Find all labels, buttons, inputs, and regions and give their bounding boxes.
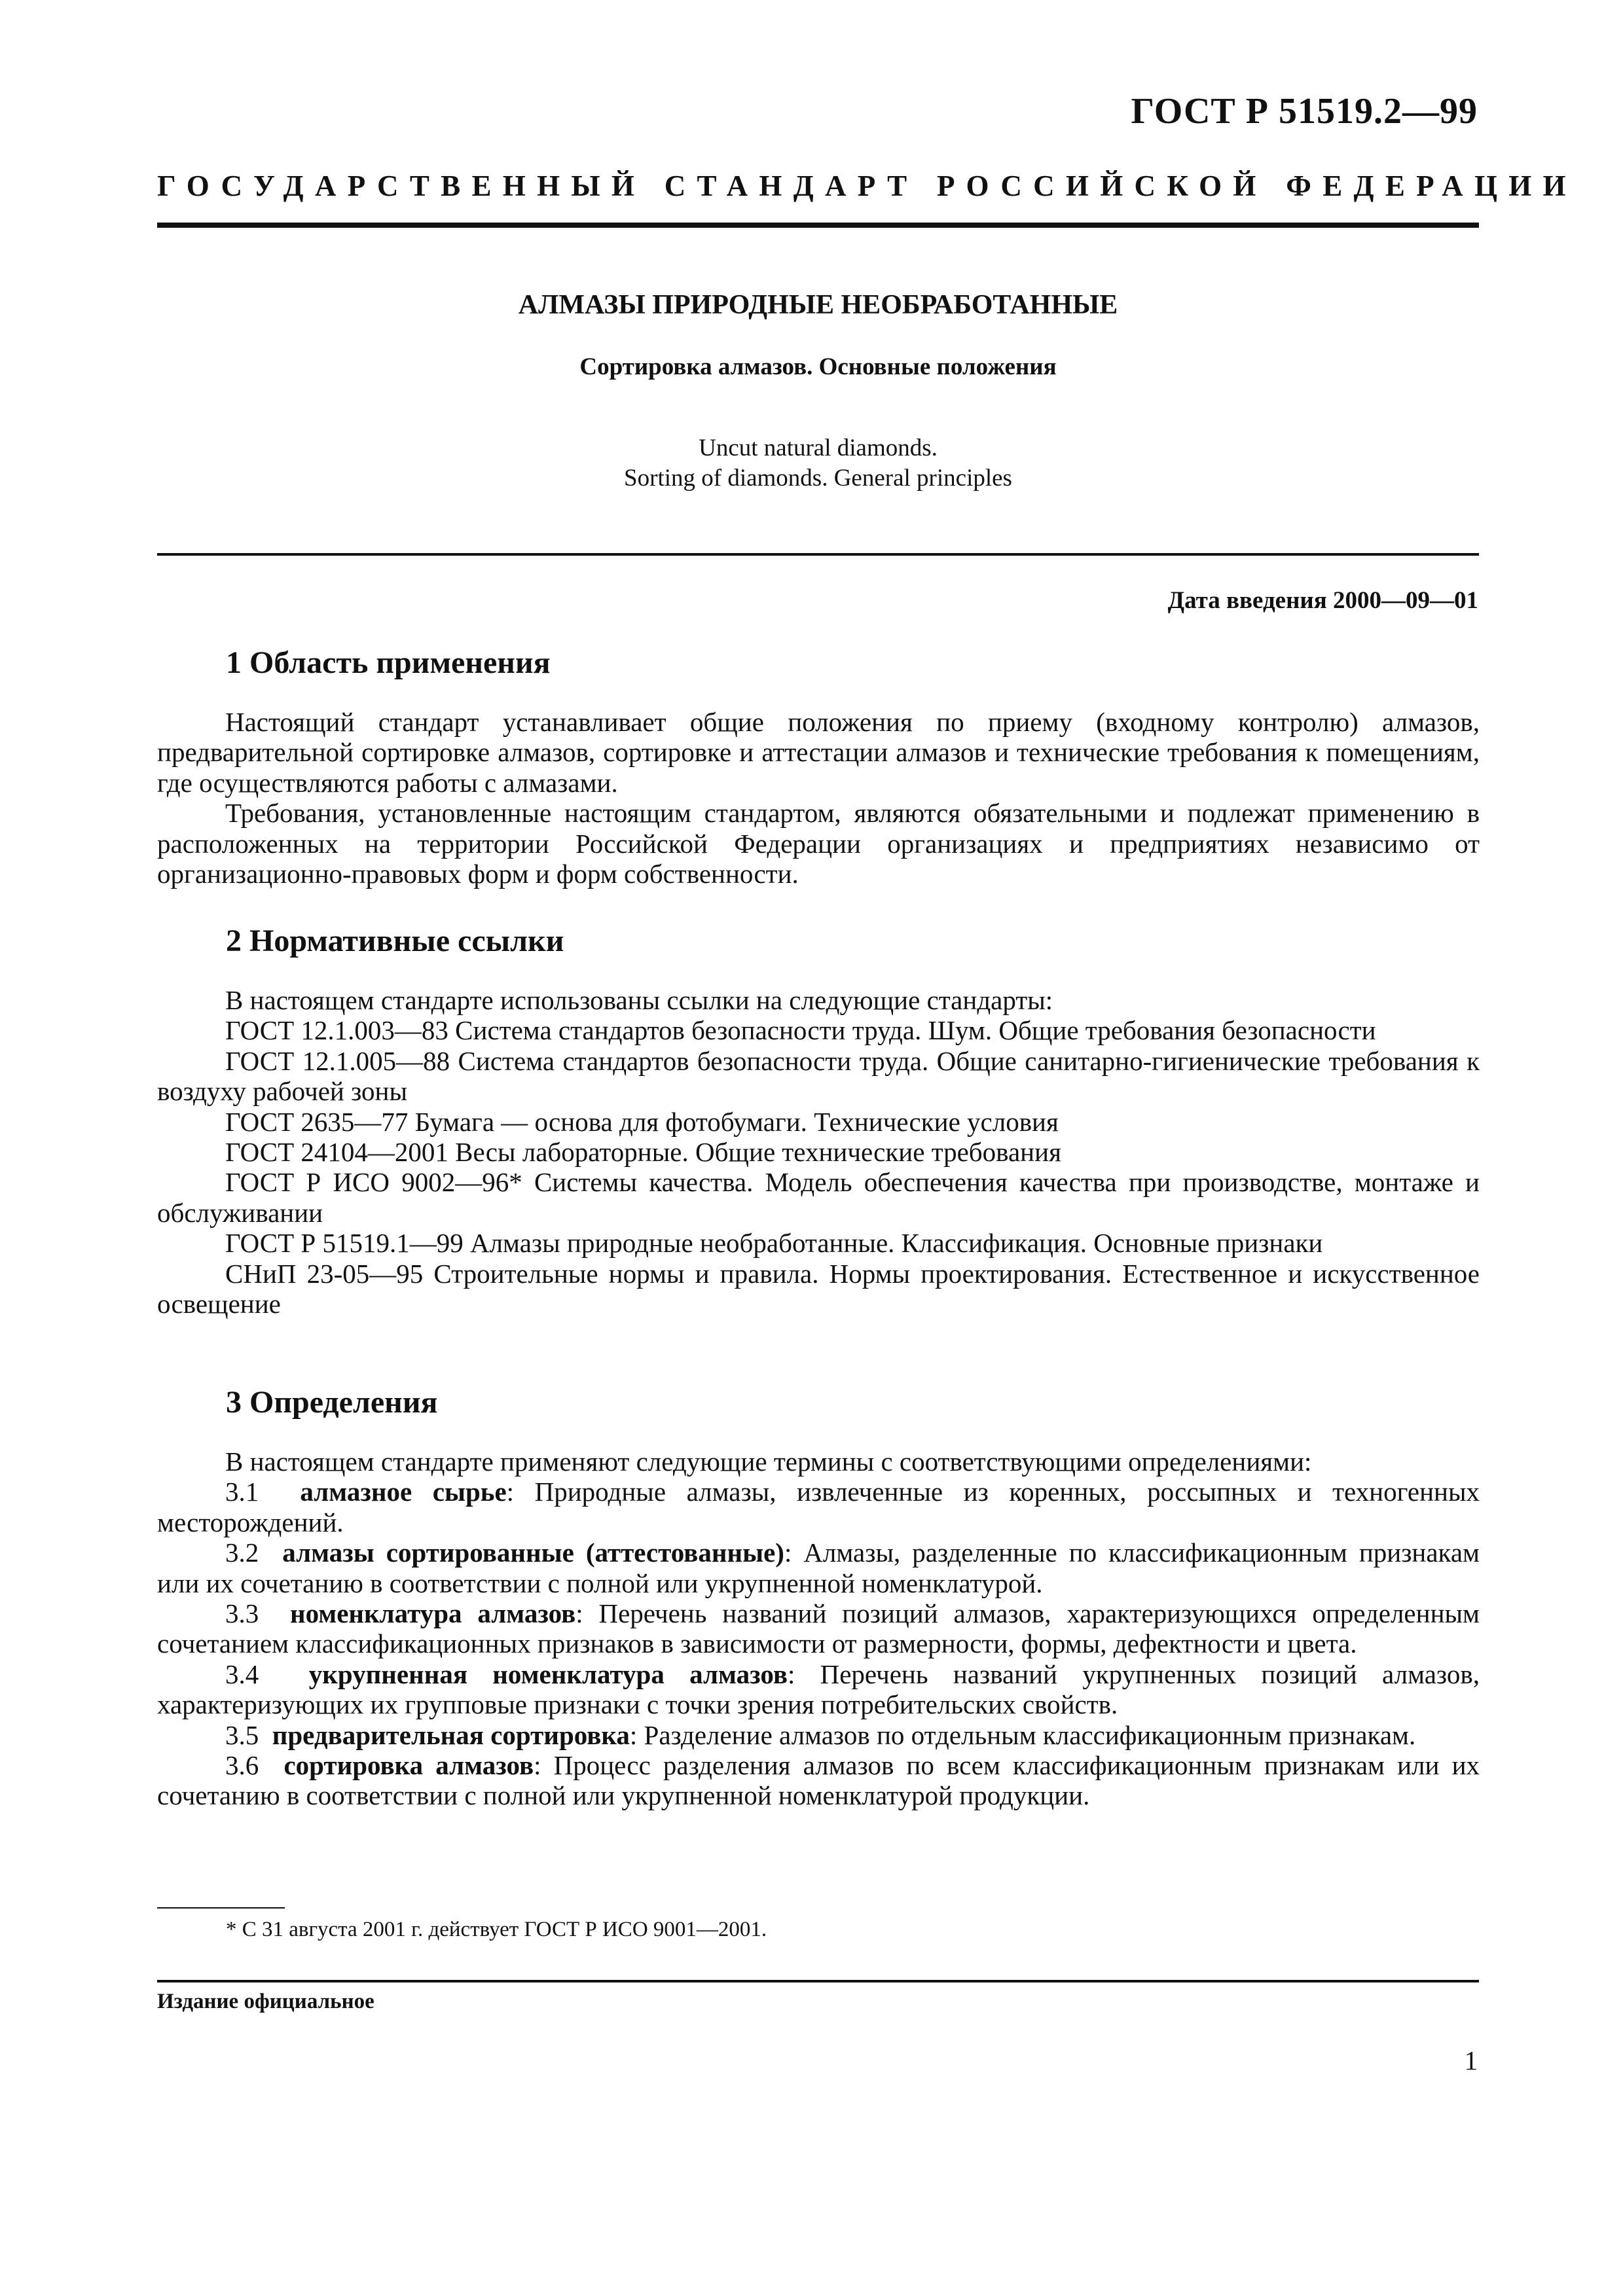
section-3-heading: 3 Определения <box>226 1385 438 1420</box>
definition-text: : Процесс разделения алмазов по всем классификационным признакам или их сочетанию в соответствии с полной или укрупненной номенклатурой продукции. <box>157 1750 1480 1811</box>
definition-text: : Перечень названий позиций алмазов, характеризующихся определенным сочетанием классификационных признаков в зависимости от размерности, формы, дефектности и цвета. <box>157 1598 1480 1659</box>
english-title-line-2: Sorting of diamonds. General principles <box>624 465 1012 492</box>
section-1-body <box>157 707 1480 889</box>
reference-item: СНиП 23-05—95 Строительные нормы и правила. Нормы проектирования. Естественное и искусственное освещение <box>157 1258 1480 1319</box>
definition-term: номенклатура алмазов <box>289 1598 576 1629</box>
reference-item: ГОСТ 2635—77 Бумага — основа для фотобумаги. Технические условия <box>225 1106 1059 1137</box>
footnote-rule <box>157 1907 285 1909</box>
definition-item <box>157 1477 1480 1537</box>
section-3-intro: В настоящем стандарте применяют следующие термины с соответствующими определениями: <box>225 1446 1312 1477</box>
definition-term: алмазы сортированные (аттестованные) <box>282 1537 784 1568</box>
definition-number: 3.1 <box>225 1477 259 1507</box>
definition-term: сортировка алмазов <box>283 1750 534 1781</box>
definition-number: 3.4 <box>225 1659 259 1689</box>
section-2-intro: В настоящем стандарте использованы ссылки на следующие стандарты: <box>225 985 1053 1015</box>
definition-text: : Алмазы, разделенные по классификационным признакам или их сочетанию в соответствии с полной или укрупненной номенклатурой. <box>157 1537 1480 1598</box>
footer-rule <box>157 1980 1479 1982</box>
edition-label: Издание официальное <box>157 1990 374 2013</box>
section-1-paragraph-2: Требования, установленные настоящим стандартом, являются обязательными и подлежат применению в расположенных на территории Российской Федерации организациях и предприятиях независимо от организационно-правовых форм и форм собственности. <box>157 798 1480 889</box>
page-number: 1 <box>1464 2045 1478 2075</box>
state-standard-banner: ГОСУДАРСТВЕННЫЙ СТАНДАРТ РОССИЙСКОЙ ФЕДЕРАЦИИ <box>157 170 1577 202</box>
document-title: АЛМАЗЫ ПРИРОДНЫЕ НЕОБРАБОТАННЫЕ <box>518 290 1118 320</box>
definition-number: 3.6 <box>225 1750 259 1781</box>
title-rule <box>157 553 1479 556</box>
english-title <box>157 433 1479 493</box>
section-3-body <box>157 1446 1480 1811</box>
reference-item: ГОСТ 24104—2001 Весы лабораторные. Общие технические требования <box>225 1137 1061 1168</box>
document-code: ГОСТ Р 51519.2—99 <box>1131 91 1478 132</box>
reference-item: ГОСТ 12.1.005—88 Система стандартов безопасности труда. Общие санитарно-гигиенические требования к воздуху рабочей зоны <box>157 1045 1480 1107</box>
section-1-heading: 1 Область применения <box>226 645 551 680</box>
definition-number: 3.2 <box>225 1537 259 1568</box>
definition-term: алмазное сырье <box>300 1477 507 1507</box>
definition-item <box>157 1598 1480 1659</box>
definition-item <box>157 1537 1480 1598</box>
header-rule <box>157 223 1479 228</box>
definition-text: : Природные алмазы, извлеченные из коренных, россыпных и техногенных месторождений. <box>157 1477 1480 1537</box>
definition-term: укрупненная номенклатура алмазов <box>308 1659 788 1689</box>
footnote: * С 31 августа 2001 г. действует ГОСТ Р ИСО 9001—2001. <box>226 1918 767 1941</box>
reference-item: ГОСТ 12.1.003—83 Система стандартов безопасности труда. Шум. Общие требования безопасности <box>225 1015 1376 1046</box>
definition-item <box>157 1720 1480 1750</box>
definition-term: предварительная сортировка <box>272 1719 630 1750</box>
definition-item <box>157 1659 1480 1720</box>
english-title-line-1: Uncut natural diamonds. <box>699 435 938 461</box>
definition-text: : Разделение алмазов по отдельным классификационным признакам. <box>629 1719 1416 1750</box>
definition-number: 3.5 <box>225 1719 259 1750</box>
document-subtitle: Сортировка алмазов. Основные положения <box>579 353 1057 380</box>
reference-item: ГОСТ Р 51519.1—99 Алмазы природные необработанные. Классификация. Основные признаки <box>225 1228 1323 1259</box>
definition-text: : Перечень названий укрупненных позиций алмазов, характеризующих их групповые признаки с точки зрения потребительских свойств. <box>157 1659 1480 1720</box>
section-2-body <box>157 985 1480 1319</box>
reference-item: ГОСТ Р ИСО 9002—96* Системы качества. Модель обеспечения качества при производстве, монтаже и обслуживании <box>157 1167 1480 1228</box>
introduction-date: Дата введения 2000—09—01 <box>1167 587 1478 614</box>
definition-item <box>157 1750 1480 1811</box>
section-1-paragraph-1: Настоящий стандарт устанавливает общие положения по приему (входному контролю) алмазов, предварительной сортировке алмазов, сортировке и аттестации алмазов и технические требования к помещениям, где осуществляются работы с алмазами. <box>157 707 1480 798</box>
definition-number: 3.3 <box>225 1598 259 1629</box>
section-2-heading: 2 Нормативные ссылки <box>226 924 564 958</box>
